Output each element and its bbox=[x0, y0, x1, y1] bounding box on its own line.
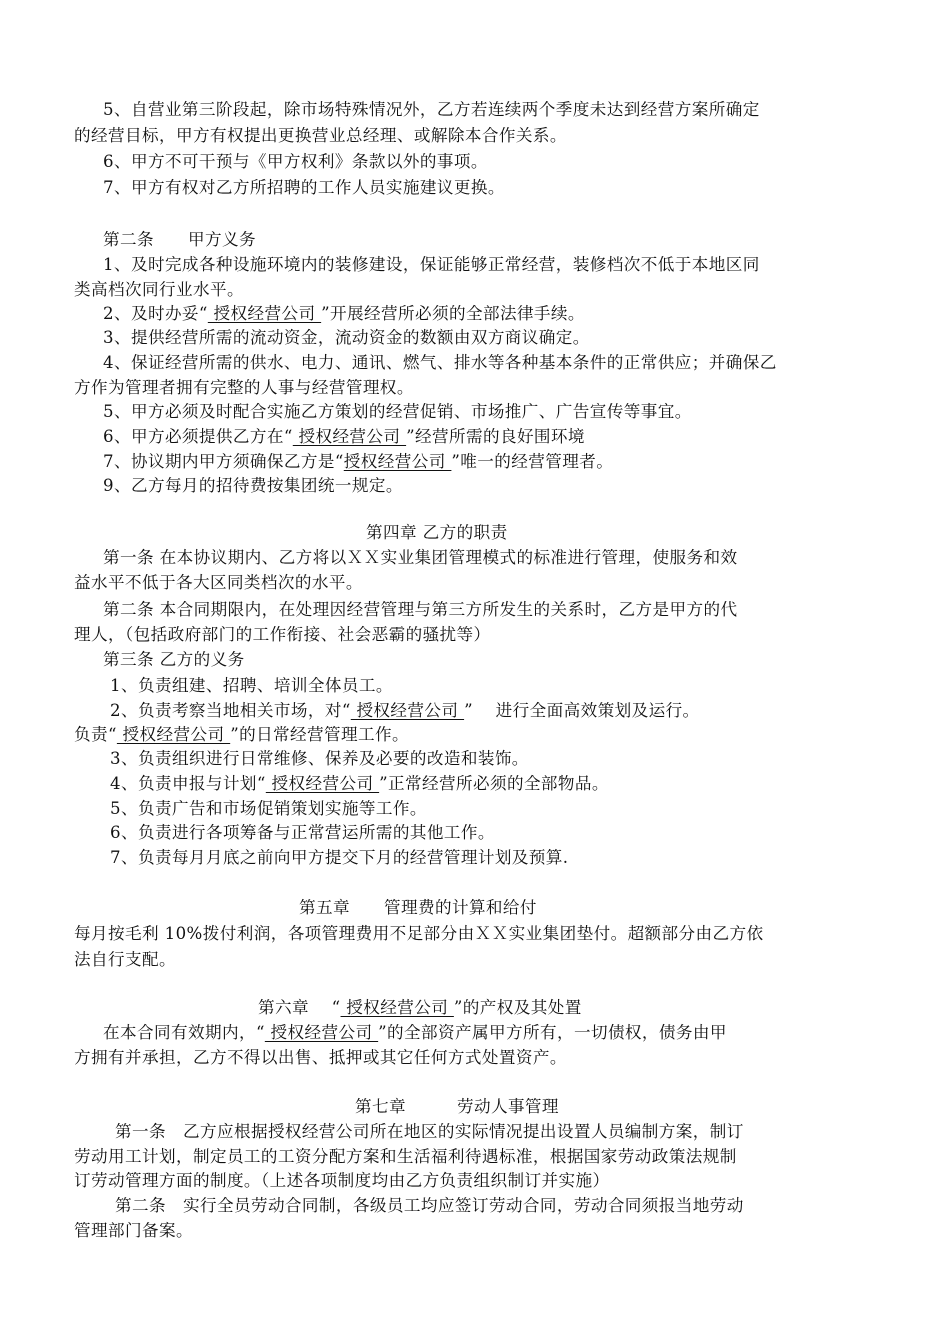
underlined-company-name: 授权经营公司 bbox=[265, 774, 380, 793]
text-line: 5、自营业第三阶段起，除市场特殊情况外，乙方若连续两个季度未达到经营方案所确定 bbox=[103, 100, 760, 119]
text-line: 1、负责组建、招聘、培训全体员工。 bbox=[110, 676, 393, 695]
text-line: 方拥有并承担，乙方不得以出售、抵押或其它任何方式处置资产。 bbox=[74, 1048, 567, 1067]
text-span: 负责“ bbox=[74, 725, 117, 744]
underlined-company-name: 授权经营公司 bbox=[116, 725, 231, 744]
text-line: 3、负责组织进行日常维修、保养及必要的改造和装饰。 bbox=[110, 749, 529, 768]
text-line: 的经营目标，甲方有权提出更换营业总经理、或解除本合作关系。 bbox=[74, 126, 567, 145]
text-line: 7、甲方有权对乙方所招聘的工作人员实施建议更换。 bbox=[103, 178, 505, 197]
text-line bbox=[103, 425, 585, 449]
text-span: ” 进行全面高效策划及运行。 bbox=[464, 701, 700, 720]
text-span: ”的全部资产属甲方所有，一切债权，债务由甲 bbox=[378, 1023, 727, 1042]
text-line: 6、甲方不可干预与《甲方权利》条款以外的事项。 bbox=[103, 152, 488, 171]
text-line: 第二条 甲方义务 bbox=[103, 230, 256, 249]
text-line: 6、负责进行各项筹备与正常营运所需的其他工作。 bbox=[110, 823, 495, 842]
text-line bbox=[258, 996, 582, 1020]
text-line: 5、负责广告和市场促销策划实施等工作。 bbox=[110, 799, 427, 818]
text-line: 理人，（包括政府部门的工作衔接、社会恶霸的骚扰等） bbox=[74, 625, 491, 644]
underlined-company-name: 授权经营公司 bbox=[343, 452, 452, 471]
text-line: 9、乙方每月的招待费按集团统一规定。 bbox=[103, 476, 403, 495]
text-line: 第一条 乙方应根据授权经营公司所在地区的实际情况提出设置人员编制方案，制订 bbox=[115, 1122, 744, 1141]
text-line: 第一条 在本协议期内、乙方将以ＸＸ实业集团管理模式的标准进行管理，使服务和效 bbox=[103, 548, 738, 567]
text-line bbox=[103, 1021, 727, 1045]
text-line: 益水平不低于各大区同类档次的水平。 bbox=[74, 573, 363, 592]
text-line: 类高档次同行业水平。 bbox=[74, 280, 244, 299]
text-line bbox=[110, 772, 609, 796]
text-span: ”经营所需的良好围环境 bbox=[406, 427, 585, 446]
text-line: 第四章 乙方的职责 bbox=[366, 523, 508, 542]
text-line: 管理部门备案。 bbox=[74, 1221, 193, 1240]
text-line: 方作为管理者拥有完整的人事与经营管理权。 bbox=[74, 378, 414, 397]
underlined-company-name: 授权经营公司 bbox=[350, 701, 465, 720]
text-line: 7、负责每月月底之前向甲方提交下月的经营管理计划及预算. bbox=[110, 848, 569, 867]
text-line: 第七章 劳动人事管理 bbox=[355, 1097, 559, 1116]
text-line: 每月按毛利 10%拨付利润，各项管理费用不足部分由ＸＸ实业集团垫付。超额部分由乙方依 bbox=[74, 924, 764, 943]
text-line: 3、提供经营所需的流动资金，流动资金的数额由双方商议确定。 bbox=[103, 328, 590, 347]
text-span: ”的日常经营管理工作。 bbox=[230, 725, 410, 744]
text-span: 在本合同有效期内，“ bbox=[103, 1023, 265, 1042]
underlined-company-name: 授权经营公司 bbox=[207, 304, 322, 323]
text-span: 2、及时办妥“ bbox=[103, 304, 208, 323]
text-line bbox=[103, 302, 585, 326]
text-line: 第三条 乙方的义务 bbox=[103, 650, 245, 669]
text-line: 4、保证经营所需的供水、电力、通讯、燃气、排水等各种基本条件的正常供应；并确保乙 bbox=[103, 353, 777, 372]
text-span: ”开展经营所必须的全部法律手续。 bbox=[321, 304, 585, 323]
text-span: ”正常经营所必须的全部物品。 bbox=[379, 774, 609, 793]
text-line bbox=[103, 450, 613, 474]
text-span: 6、甲方必须提供乙方在“ bbox=[103, 427, 293, 446]
text-line: 第五章 管理费的计算和给付 bbox=[299, 898, 537, 917]
text-line bbox=[74, 723, 409, 747]
text-line: 5、甲方必须及时配合实施乙方策划的经营促销、市场推广、广告宣传等事宜。 bbox=[103, 402, 692, 421]
text-span: ”的产权及其处置 bbox=[453, 998, 582, 1017]
text-span: 第六章 “ bbox=[258, 998, 341, 1017]
text-line: 法自行支配。 bbox=[74, 950, 176, 969]
text-span: 2、负责考察当地相关市场，对“ bbox=[110, 701, 351, 720]
text-line: 1、及时完成各种设施环境内的装修建设，保证能够正常经营，装修档次不低于本地区同 bbox=[103, 255, 760, 274]
underlined-company-name: 授权经营公司 bbox=[264, 1023, 379, 1042]
text-line: 第二条 实行全员劳动合同制，各级员工均应签订劳动合同，劳动合同须报当地劳动 bbox=[115, 1196, 744, 1215]
underlined-company-name: 授权经营公司 bbox=[340, 998, 454, 1017]
text-span: ”唯一的经营管理者。 bbox=[451, 452, 614, 471]
text-line bbox=[110, 699, 700, 723]
text-line: 第二条 本合同期限内，在处理因经营管理与第三方所发生的关系时，乙方是甲方的代 bbox=[103, 600, 738, 619]
text-span: 7、协议期内甲方须确保乙方是“ bbox=[103, 452, 344, 471]
text-line: 订劳动管理方面的制度。（上述各项制度均由乙方负责组织制订并实施） bbox=[74, 1171, 610, 1190]
text-line: 劳动用工计划，制定员工的工资分配方案和生活福利待遇标准，根据国家劳动政策法规制 bbox=[74, 1147, 737, 1166]
text-span: 4、负责申报与计划“ bbox=[110, 774, 266, 793]
underlined-company-name: 授权经营公司 bbox=[292, 427, 407, 446]
